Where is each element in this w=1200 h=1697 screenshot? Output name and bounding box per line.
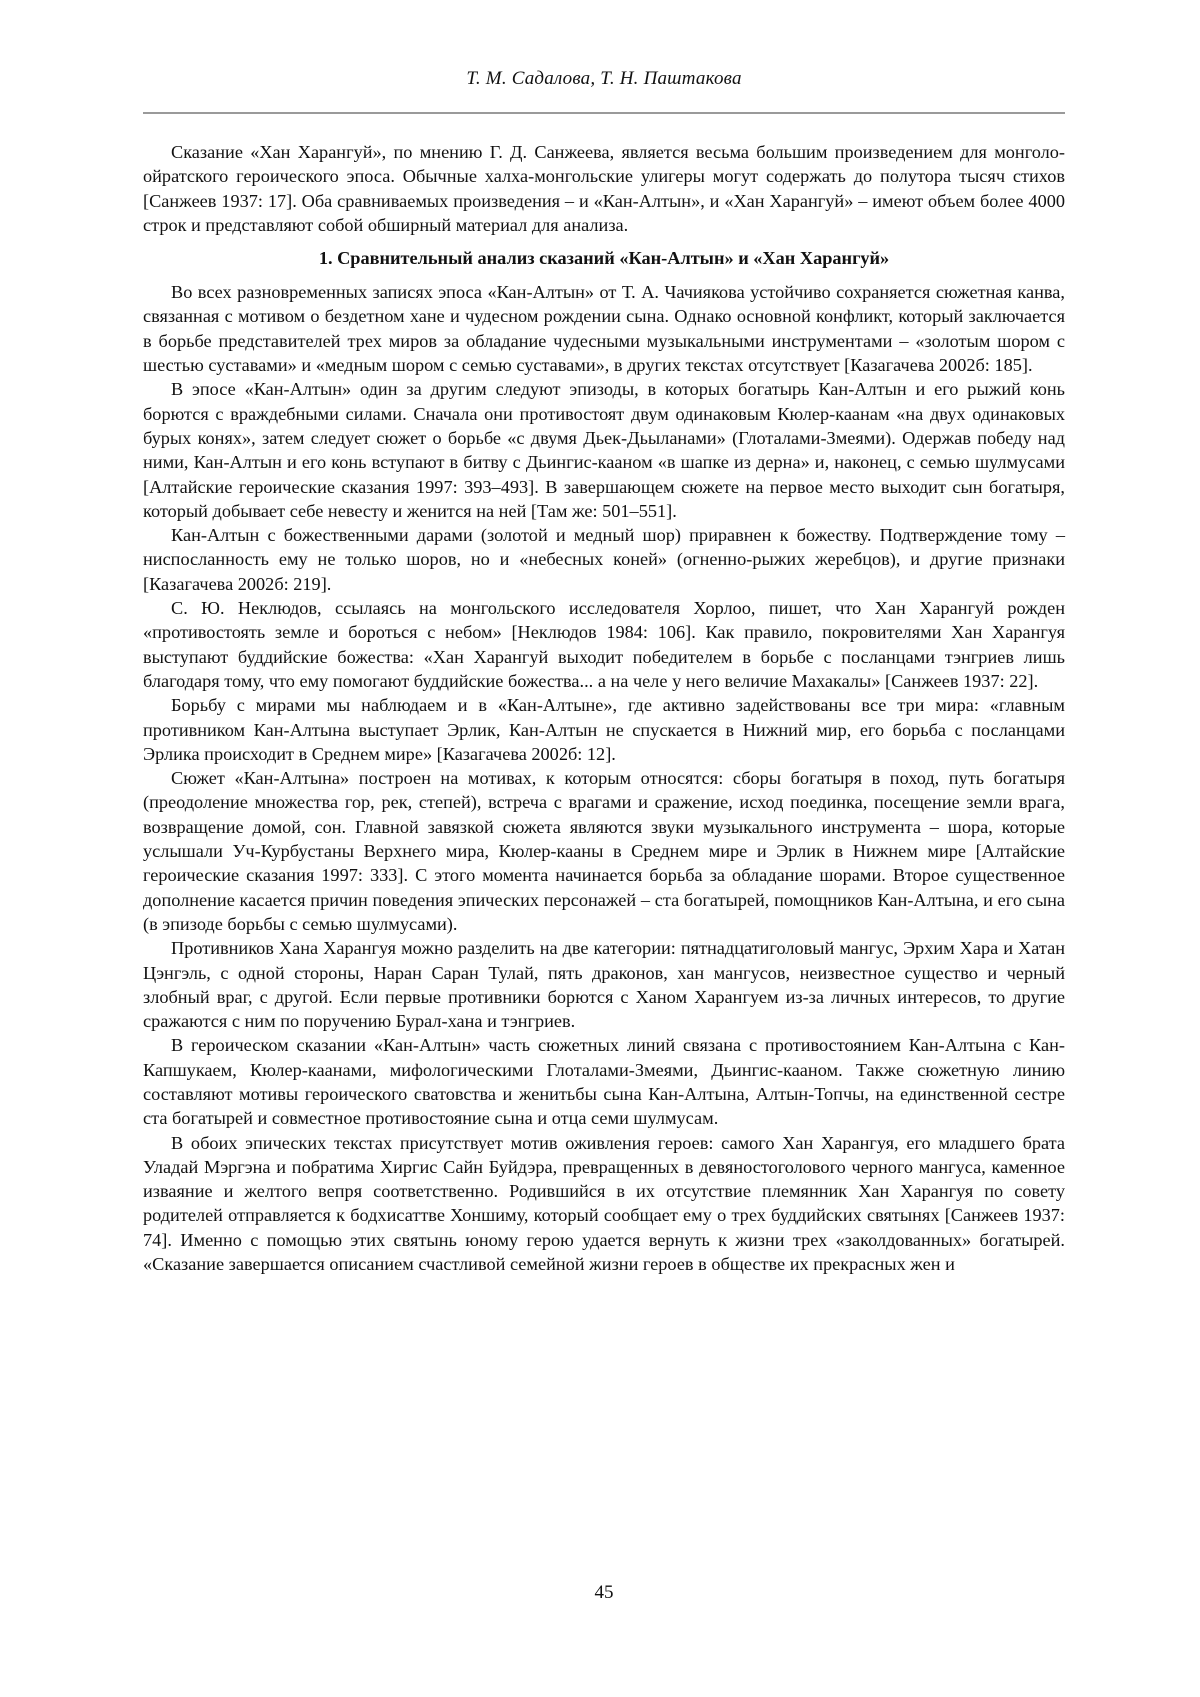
- header-divider: [143, 112, 1065, 114]
- paragraph: Сюжет «Кан-Алтына» построен на мотивах, к которым относятся: сборы богатыря в поход, путь богатыря (преодоление множества гор, рек, степей), встреча с врагами и сражение, исход поединка, посещение земли врага, возвращение домой, сон. Главной завязкой сюжета являются звуки музыкального инструмента – шора, которые услышали Уч-Курбустаны Верхнего мира, Кюлер-кааны в Среднем мире и Эрлик в Нижнем мире [Алтайские героические сказания 1997: 333]. С этого момента начинается борьба за обладание шорами. Второе существенное дополнение касается причин поведения эпических персонажей – ста богатырей, помощников Кан-Алтына, и его сына (в эпизоде борьбы с семью шулмусами).: [143, 768, 1065, 934]
- paragraph: В обоих эпических текстах присутствует мотив оживления героев: самого Хан Харангуя, его младшего брата Уладай Мэргэна и побратима Хиргис Сайн Буйдэра, превращенных в девяностоголового черного мангуса, каменное изваяние и желтого вепря соответственно. Родившийся в их отсутствие племянник Хан Харангуя по совету родителей отправляется к бодхисаттве Хоншиму, который сообщает ему о трех буддийских святынях [Санжеев 1937: 74]. Именно с помощью этих святынь юному герою удается вернуть к жизни трех «заколдованных» богатырей. «Сказание завершается описанием счастливой семейной жизни героев в обществе их прекрасных жен и: [143, 1132, 1065, 1275]
- paragraph: Кан-Алтын с божественными дарами (золотой и медный шор) приравнен к божеству. Подтверждение тому – ниспосланность ему не только шоров, но и «небесных коней» (огненно-рыжих жеребцов), и другие признаки [Казагачева 2002б: 219].: [143, 525, 1065, 594]
- paragraph: В эпосе «Кан-Алтын» один за другим следуют эпизоды, в которых богатырь Кан-Алтын и его рыжий конь борются с враждебными силами. Сначала они противостоят двум одинаковым Кюлер-каанам «на двух одинаковых бурых конях», затем следует сюжет о борьбе «с двумя Дьек-Дьыланами» (Глоталами-Змеями). Одержав победу над ними, Кан-Алтын и его конь вступают в битву с Дьингис-кааном «в шапке из дерна» и, наконец, с семью шулмусами [Алтайские героические сказания 1997: 393–493]. В завершающем сюжете на первое место выходит сын богатыря, который добывает себе невесту и женится на ней [Там же: 501–551].: [143, 379, 1065, 521]
- paragraph: В героическом сказании «Кан-Алтын» часть сюжетных линий связана с противостоянием Кан-Алтына с Кан-Капшукаем, Кюлер-каанами, мифологическими Глоталами-Змеями, Дьингис-кааном. Также сюжетную линию составляют мотивы героического сватовства и женитьбы сына Кан-Алтына, Алтын-Топчы, на единственной сестре ста богатырей и совместное противостояние сына и отца семи шулмусам.: [143, 1035, 1065, 1129]
- page-number: 45: [594, 1582, 614, 1603]
- paragraph: Противников Хана Харангуя можно разделить на две категории: пятнадцатиголовый мангус, Эрхим Хара и Хатан Цэнгэль, с одной стороны, Наран Саран Тулай, пять драконов, хан мангусов, неизвестное существо и черный злобный враг, с другой. Если первые противники борются с Ханом Харангуем из-за личных интересов, то другие сражаются с ним по поручению Бурал-хана и тэнгриев.: [143, 938, 1065, 1032]
- paragraph: Во всех разновременных записях эпоса «Кан-Алтын» от Т. А. Чачиякова устойчиво сохраняется сюжетная канва, связанная с мотивом о бездетном хане и чудесном рождении сына. Однако основной конфликт, который заключается в борьбе представителей трех миров за обладание чудесными музыкальными инструментами – «золотым шором с шестью суставами» и «медным шором с семью суставами», в других текстах отсутствует [Казагачева 2002б: 185].: [143, 282, 1065, 376]
- section-heading: 1. Сравнительный анализ сказаний «Кан-Алтын» и «Хан Харангуй»: [318, 248, 890, 269]
- paragraph: Борьбу с мирами мы наблюдаем и в «Кан-Алтыне», где активно задействованы все три мира: «главным противником Кан-Алтына выступает Эрлик, Кан-Алтын не спускается в Нижний мир, его борьба с посланцами Эрлика происходит в Среднем мире» [Казагачева 2002б: 12].: [143, 695, 1065, 764]
- article-body: [143, 140, 1065, 1276]
- paragraph: С. Ю. Неклюдов, ссылаясь на монгольского исследователя Хорлоо, пишет, что Хан Харангуй рожден «противостоять земле и бороться с небом» [Неклюдов 1984: 106]. Как правило, покровителями Хан Харангуя выступают буддийские божества: «Хан Харангуй выходит победителем в борьбе с посланцами тэнгриев лишь благодаря тому, что ему помогают буддийские божества... а на челе у него величие Махакалы» [Санжеев 1937: 22].: [143, 598, 1065, 691]
- paragraph-intro: Сказание «Хан Харангуй», по мнению Г. Д. Санжеева, является весьма большим произведением для монголо-ойратского героического эпоса. Обычные халха-монгольские улигеры могут содержать до полутора тысяч стихов [Санжеев 1937: 17]. Оба сравниваемых произведения – и «Кан-Алтын», и «Хан Харангуй» – имеют объем более 4000 строк и представляют собой обширный материал для анализа.: [143, 142, 1065, 235]
- running-header-authors: Т. М. Садалова, Т. Н. Паштакова: [466, 68, 742, 89]
